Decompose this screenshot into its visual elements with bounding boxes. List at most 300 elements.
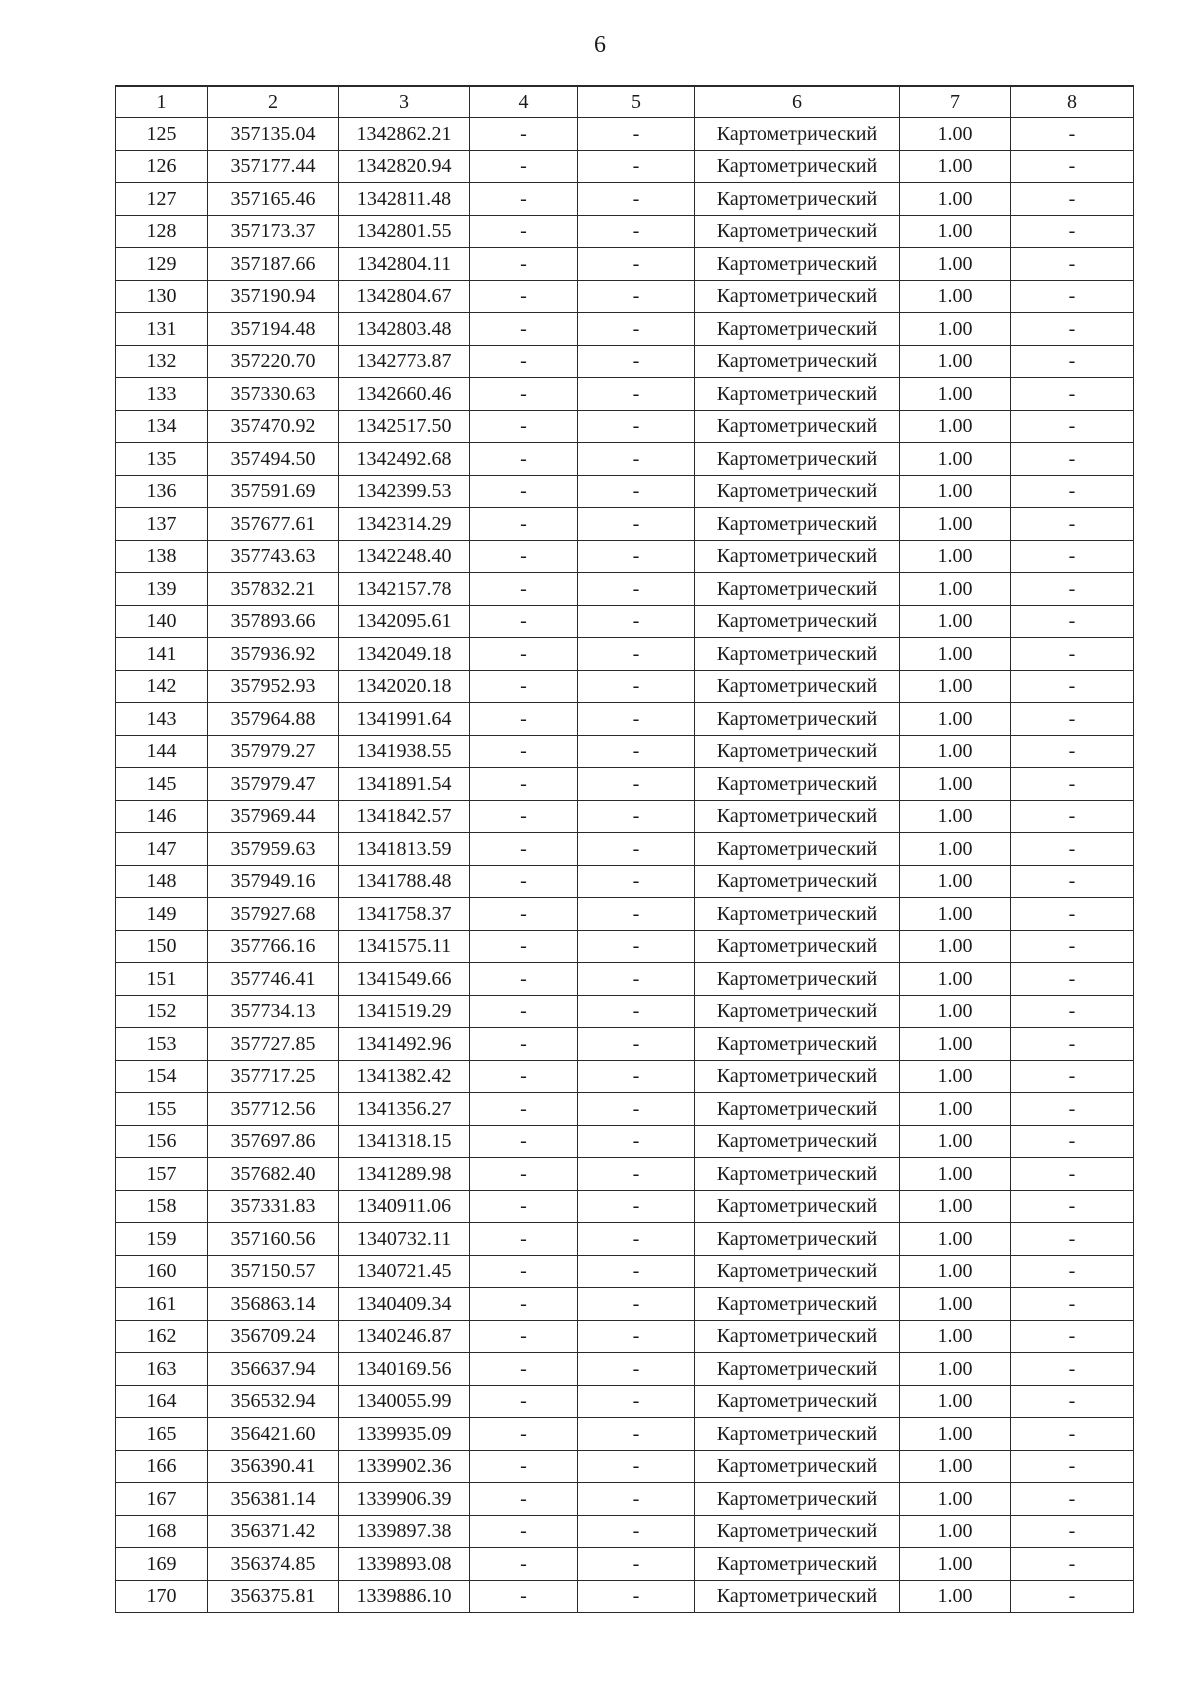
y-coordinate-cell: 1341842.57 (339, 800, 470, 833)
column-4-cell: - (470, 248, 578, 281)
point-number-cell: 135 (116, 443, 208, 476)
x-coordinate-cell: 357135.04 (208, 118, 339, 151)
y-coordinate-cell: 1342157.78 (339, 573, 470, 606)
column-header: 7 (900, 86, 1011, 118)
point-number-cell: 138 (116, 540, 208, 573)
point-number-cell: 148 (116, 865, 208, 898)
table-row (116, 1418, 1134, 1451)
accuracy-cell: 1.00 (900, 573, 1011, 606)
table-row (116, 768, 1134, 801)
column-8-cell: - (1011, 1483, 1134, 1516)
y-coordinate-cell: 1342660.46 (339, 378, 470, 411)
table-row (116, 540, 1134, 573)
column-8-cell: - (1011, 150, 1134, 183)
column-4-cell: - (470, 443, 578, 476)
point-number-cell: 136 (116, 475, 208, 508)
point-number-cell: 168 (116, 1515, 208, 1548)
column-4-cell: - (470, 215, 578, 248)
column-header: 8 (1011, 86, 1134, 118)
method-cell: Картометрический (695, 1060, 900, 1093)
accuracy-cell: 1.00 (900, 1483, 1011, 1516)
column-4-cell: - (470, 963, 578, 996)
accuracy-cell: 1.00 (900, 378, 1011, 411)
accuracy-cell: 1.00 (900, 215, 1011, 248)
y-coordinate-cell: 1342517.50 (339, 410, 470, 443)
column-4-cell: - (470, 378, 578, 411)
point-number-cell: 160 (116, 1255, 208, 1288)
column-4-cell: - (470, 280, 578, 313)
column-4-cell: - (470, 1385, 578, 1418)
method-cell: Картометрический (695, 1028, 900, 1061)
page-number: 6 (594, 32, 606, 58)
point-number-cell: 149 (116, 898, 208, 931)
y-coordinate-cell: 1342095.61 (339, 605, 470, 638)
column-4-cell: - (470, 1158, 578, 1191)
column-5-cell: - (578, 995, 695, 1028)
column-4-cell: - (470, 898, 578, 931)
column-8-cell: - (1011, 118, 1134, 151)
point-number-cell: 151 (116, 963, 208, 996)
column-8-cell: - (1011, 573, 1134, 606)
accuracy-cell: 1.00 (900, 410, 1011, 443)
column-8-cell: - (1011, 1353, 1134, 1386)
method-cell: Картометрический (695, 930, 900, 963)
column-4-cell: - (470, 1548, 578, 1581)
point-number-cell: 137 (116, 508, 208, 541)
table-row (116, 833, 1134, 866)
column-4-cell: - (470, 1353, 578, 1386)
point-number-cell: 155 (116, 1093, 208, 1126)
x-coordinate-cell: 356381.14 (208, 1483, 339, 1516)
point-number-cell: 164 (116, 1385, 208, 1418)
y-coordinate-cell: 1340721.45 (339, 1255, 470, 1288)
column-5-cell: - (578, 1515, 695, 1548)
point-number-cell: 128 (116, 215, 208, 248)
x-coordinate-cell: 357173.37 (208, 215, 339, 248)
x-coordinate-cell: 356863.14 (208, 1288, 339, 1321)
accuracy-cell: 1.00 (900, 865, 1011, 898)
column-4-cell: - (470, 1223, 578, 1256)
table-row (116, 508, 1134, 541)
coordinates-table (115, 85, 1134, 1613)
x-coordinate-cell: 357969.44 (208, 800, 339, 833)
y-coordinate-cell: 1342049.18 (339, 638, 470, 671)
column-5-cell: - (578, 1483, 695, 1516)
column-5-cell: - (578, 280, 695, 313)
column-4-cell: - (470, 1288, 578, 1321)
column-4-cell: - (470, 800, 578, 833)
y-coordinate-cell: 1339897.38 (339, 1515, 470, 1548)
column-header: 3 (339, 86, 470, 118)
x-coordinate-cell: 357717.25 (208, 1060, 339, 1093)
method-cell: Картометрический (695, 183, 900, 216)
column-4-cell: - (470, 573, 578, 606)
table-row (116, 313, 1134, 346)
column-5-cell: - (578, 1548, 695, 1581)
method-cell: Картометрический (695, 1385, 900, 1418)
x-coordinate-cell: 356390.41 (208, 1450, 339, 1483)
column-4-cell: - (470, 865, 578, 898)
x-coordinate-cell: 357746.41 (208, 963, 339, 996)
column-8-cell: - (1011, 1255, 1134, 1288)
x-coordinate-cell: 357936.92 (208, 638, 339, 671)
method-cell: Картометрический (695, 1190, 900, 1223)
column-8-cell: - (1011, 963, 1134, 996)
accuracy-cell: 1.00 (900, 1158, 1011, 1191)
column-5-cell: - (578, 248, 695, 281)
table-row (116, 1548, 1134, 1581)
table-row (116, 443, 1134, 476)
column-5-cell: - (578, 1158, 695, 1191)
column-5-cell: - (578, 833, 695, 866)
column-5-cell: - (578, 1028, 695, 1061)
x-coordinate-cell: 356637.94 (208, 1353, 339, 1386)
column-8-cell: - (1011, 735, 1134, 768)
table-row (116, 930, 1134, 963)
table-row (116, 248, 1134, 281)
column-8-cell: - (1011, 605, 1134, 638)
column-8-cell: - (1011, 865, 1134, 898)
accuracy-cell: 1.00 (900, 1450, 1011, 1483)
method-cell: Картометрический (695, 865, 900, 898)
x-coordinate-cell: 357331.83 (208, 1190, 339, 1223)
y-coordinate-cell: 1339935.09 (339, 1418, 470, 1451)
table-row (116, 1580, 1134, 1613)
column-4-cell: - (470, 1320, 578, 1353)
method-cell: Картометрический (695, 605, 900, 638)
column-4-cell: - (470, 1093, 578, 1126)
accuracy-cell: 1.00 (900, 1060, 1011, 1093)
accuracy-cell: 1.00 (900, 1255, 1011, 1288)
point-number-cell: 141 (116, 638, 208, 671)
point-number-cell: 161 (116, 1288, 208, 1321)
column-5-cell: - (578, 1450, 695, 1483)
x-coordinate-cell: 357494.50 (208, 443, 339, 476)
column-5-cell: - (578, 930, 695, 963)
y-coordinate-cell: 1342862.21 (339, 118, 470, 151)
column-5-cell: - (578, 215, 695, 248)
column-4-cell: - (470, 150, 578, 183)
method-cell: Картометрический (695, 378, 900, 411)
accuracy-cell: 1.00 (900, 1288, 1011, 1321)
column-8-cell: - (1011, 898, 1134, 931)
accuracy-cell: 1.00 (900, 508, 1011, 541)
column-4-cell: - (470, 703, 578, 736)
x-coordinate-cell: 357190.94 (208, 280, 339, 313)
method-cell: Картометрический (695, 1255, 900, 1288)
method-cell: Картометрический (695, 1353, 900, 1386)
method-cell: Картометрический (695, 540, 900, 573)
column-5-cell: - (578, 443, 695, 476)
x-coordinate-cell: 356374.85 (208, 1548, 339, 1581)
method-cell: Картометрический (695, 443, 900, 476)
table-row (116, 183, 1134, 216)
column-5-cell: - (578, 800, 695, 833)
column-8-cell: - (1011, 248, 1134, 281)
column-8-cell: - (1011, 1190, 1134, 1223)
column-4-cell: - (470, 313, 578, 346)
y-coordinate-cell: 1341356.27 (339, 1093, 470, 1126)
y-coordinate-cell: 1342804.67 (339, 280, 470, 313)
accuracy-cell: 1.00 (900, 1515, 1011, 1548)
table-row (116, 670, 1134, 703)
table-row (116, 1060, 1134, 1093)
y-coordinate-cell: 1341549.66 (339, 963, 470, 996)
table-row (116, 963, 1134, 996)
x-coordinate-cell: 357330.63 (208, 378, 339, 411)
accuracy-cell: 1.00 (900, 1580, 1011, 1613)
column-5-cell: - (578, 735, 695, 768)
table-row (116, 995, 1134, 1028)
method-cell: Картометрический (695, 703, 900, 736)
x-coordinate-cell: 357979.27 (208, 735, 339, 768)
point-number-cell: 166 (116, 1450, 208, 1483)
column-4-cell: - (470, 1028, 578, 1061)
accuracy-cell: 1.00 (900, 995, 1011, 1028)
point-number-cell: 131 (116, 313, 208, 346)
column-4-cell: - (470, 670, 578, 703)
point-number-cell: 153 (116, 1028, 208, 1061)
method-cell: Картометрический (695, 1450, 900, 1483)
column-8-cell: - (1011, 540, 1134, 573)
table-row (116, 1158, 1134, 1191)
x-coordinate-cell: 357893.66 (208, 605, 339, 638)
x-coordinate-cell: 356375.81 (208, 1580, 339, 1613)
y-coordinate-cell: 1342801.55 (339, 215, 470, 248)
column-8-cell: - (1011, 378, 1134, 411)
column-5-cell: - (578, 345, 695, 378)
x-coordinate-cell: 356532.94 (208, 1385, 339, 1418)
column-5-cell: - (578, 475, 695, 508)
column-4-cell: - (470, 183, 578, 216)
point-number-cell: 158 (116, 1190, 208, 1223)
column-8-cell: - (1011, 410, 1134, 443)
column-8-cell: - (1011, 475, 1134, 508)
column-5-cell: - (578, 1580, 695, 1613)
column-8-cell: - (1011, 930, 1134, 963)
table-row (116, 735, 1134, 768)
x-coordinate-cell: 356371.42 (208, 1515, 339, 1548)
method-cell: Картометрический (695, 573, 900, 606)
table-row (116, 215, 1134, 248)
column-5-cell: - (578, 150, 695, 183)
accuracy-cell: 1.00 (900, 1353, 1011, 1386)
table-row (116, 475, 1134, 508)
column-4-cell: - (470, 1580, 578, 1613)
column-4-cell: - (470, 410, 578, 443)
column-8-cell: - (1011, 1320, 1134, 1353)
x-coordinate-cell: 357187.66 (208, 248, 339, 281)
column-header: 5 (578, 86, 695, 118)
method-cell: Картометрический (695, 475, 900, 508)
x-coordinate-cell: 357832.21 (208, 573, 339, 606)
column-8-cell: - (1011, 1288, 1134, 1321)
x-coordinate-cell: 357952.93 (208, 670, 339, 703)
point-number-cell: 132 (116, 345, 208, 378)
x-coordinate-cell: 357682.40 (208, 1158, 339, 1191)
y-coordinate-cell: 1340055.99 (339, 1385, 470, 1418)
column-4-cell: - (470, 1125, 578, 1158)
x-coordinate-cell: 357766.16 (208, 930, 339, 963)
point-number-cell: 147 (116, 833, 208, 866)
y-coordinate-cell: 1342492.68 (339, 443, 470, 476)
method-cell: Картометрический (695, 1158, 900, 1191)
point-number-cell: 144 (116, 735, 208, 768)
accuracy-cell: 1.00 (900, 1385, 1011, 1418)
table-row (116, 573, 1134, 606)
point-number-cell: 163 (116, 1353, 208, 1386)
x-coordinate-cell: 357712.56 (208, 1093, 339, 1126)
y-coordinate-cell: 1341492.96 (339, 1028, 470, 1061)
point-number-cell: 146 (116, 800, 208, 833)
column-4-cell: - (470, 930, 578, 963)
accuracy-cell: 1.00 (900, 800, 1011, 833)
column-8-cell: - (1011, 703, 1134, 736)
column-4-cell: - (470, 768, 578, 801)
point-number-cell: 133 (116, 378, 208, 411)
point-number-cell: 169 (116, 1548, 208, 1581)
accuracy-cell: 1.00 (900, 1125, 1011, 1158)
accuracy-cell: 1.00 (900, 1320, 1011, 1353)
table-row (116, 118, 1134, 151)
column-5-cell: - (578, 703, 695, 736)
method-cell: Картометрический (695, 1320, 900, 1353)
x-coordinate-cell: 356709.24 (208, 1320, 339, 1353)
accuracy-cell: 1.00 (900, 638, 1011, 671)
column-8-cell: - (1011, 1158, 1134, 1191)
method-cell: Картометрический (695, 638, 900, 671)
table-row (116, 345, 1134, 378)
column-8-cell: - (1011, 768, 1134, 801)
accuracy-cell: 1.00 (900, 833, 1011, 866)
accuracy-cell: 1.00 (900, 150, 1011, 183)
column-5-cell: - (578, 183, 695, 216)
y-coordinate-cell: 1342314.29 (339, 508, 470, 541)
column-5-cell: - (578, 313, 695, 346)
point-number-cell: 140 (116, 605, 208, 638)
method-cell: Картометрический (695, 800, 900, 833)
column-8-cell: - (1011, 1385, 1134, 1418)
method-cell: Картометрический (695, 963, 900, 996)
table-row (116, 1450, 1134, 1483)
column-8-cell: - (1011, 833, 1134, 866)
column-4-cell: - (470, 833, 578, 866)
method-cell: Картометрический (695, 313, 900, 346)
point-number-cell: 157 (116, 1158, 208, 1191)
accuracy-cell: 1.00 (900, 248, 1011, 281)
column-8-cell: - (1011, 1125, 1134, 1158)
y-coordinate-cell: 1340732.11 (339, 1223, 470, 1256)
table-row (116, 1125, 1134, 1158)
column-header: 6 (695, 86, 900, 118)
x-coordinate-cell: 357194.48 (208, 313, 339, 346)
column-8-cell: - (1011, 638, 1134, 671)
method-cell: Картометрический (695, 995, 900, 1028)
column-5-cell: - (578, 1060, 695, 1093)
point-number-cell: 125 (116, 118, 208, 151)
table-row (116, 1190, 1134, 1223)
x-coordinate-cell: 357150.57 (208, 1255, 339, 1288)
point-number-cell: 130 (116, 280, 208, 313)
column-header: 2 (208, 86, 339, 118)
y-coordinate-cell: 1341289.98 (339, 1158, 470, 1191)
column-8-cell: - (1011, 1450, 1134, 1483)
column-5-cell: - (578, 1418, 695, 1451)
column-4-cell: - (470, 735, 578, 768)
accuracy-cell: 1.00 (900, 280, 1011, 313)
method-cell: Картометрический (695, 833, 900, 866)
accuracy-cell: 1.00 (900, 1418, 1011, 1451)
column-8-cell: - (1011, 1515, 1134, 1548)
column-8-cell: - (1011, 995, 1134, 1028)
x-coordinate-cell: 357470.92 (208, 410, 339, 443)
accuracy-cell: 1.00 (900, 118, 1011, 151)
method-cell: Картометрический (695, 1483, 900, 1516)
column-5-cell: - (578, 540, 695, 573)
y-coordinate-cell: 1342804.11 (339, 248, 470, 281)
column-5-cell: - (578, 1320, 695, 1353)
column-8-cell: - (1011, 1418, 1134, 1451)
column-8-cell: - (1011, 1548, 1134, 1581)
column-4-cell: - (470, 118, 578, 151)
method-cell: Картометрический (695, 118, 900, 151)
column-5-cell: - (578, 670, 695, 703)
method-cell: Картометрический (695, 1548, 900, 1581)
y-coordinate-cell: 1341813.59 (339, 833, 470, 866)
accuracy-cell: 1.00 (900, 1028, 1011, 1061)
table-row (116, 898, 1134, 931)
column-5-cell: - (578, 865, 695, 898)
method-cell: Картометрический (695, 1580, 900, 1613)
x-coordinate-cell: 357220.70 (208, 345, 339, 378)
point-number-cell: 154 (116, 1060, 208, 1093)
accuracy-cell: 1.00 (900, 1190, 1011, 1223)
y-coordinate-cell: 1342248.40 (339, 540, 470, 573)
method-cell: Картометрический (695, 1418, 900, 1451)
column-8-cell: - (1011, 670, 1134, 703)
column-8-cell: - (1011, 215, 1134, 248)
y-coordinate-cell: 1342773.87 (339, 345, 470, 378)
accuracy-cell: 1.00 (900, 1223, 1011, 1256)
y-coordinate-cell: 1339902.36 (339, 1450, 470, 1483)
accuracy-cell: 1.00 (900, 313, 1011, 346)
column-5-cell: - (578, 1353, 695, 1386)
column-4-cell: - (470, 540, 578, 573)
accuracy-cell: 1.00 (900, 605, 1011, 638)
accuracy-cell: 1.00 (900, 540, 1011, 573)
x-coordinate-cell: 357964.88 (208, 703, 339, 736)
column-4-cell: - (470, 1060, 578, 1093)
table-row (116, 280, 1134, 313)
column-5-cell: - (578, 508, 695, 541)
y-coordinate-cell: 1341758.37 (339, 898, 470, 931)
point-number-cell: 127 (116, 183, 208, 216)
table-row (116, 800, 1134, 833)
column-4-cell: - (470, 1418, 578, 1451)
point-number-cell: 170 (116, 1580, 208, 1613)
accuracy-cell: 1.00 (900, 703, 1011, 736)
column-5-cell: - (578, 1190, 695, 1223)
table-row (116, 410, 1134, 443)
x-coordinate-cell: 357697.86 (208, 1125, 339, 1158)
column-4-cell: - (470, 1515, 578, 1548)
x-coordinate-cell: 357177.44 (208, 150, 339, 183)
column-4-cell: - (470, 1190, 578, 1223)
y-coordinate-cell: 1342020.18 (339, 670, 470, 703)
column-8-cell: - (1011, 183, 1134, 216)
y-coordinate-cell: 1340169.56 (339, 1353, 470, 1386)
column-8-cell: - (1011, 800, 1134, 833)
